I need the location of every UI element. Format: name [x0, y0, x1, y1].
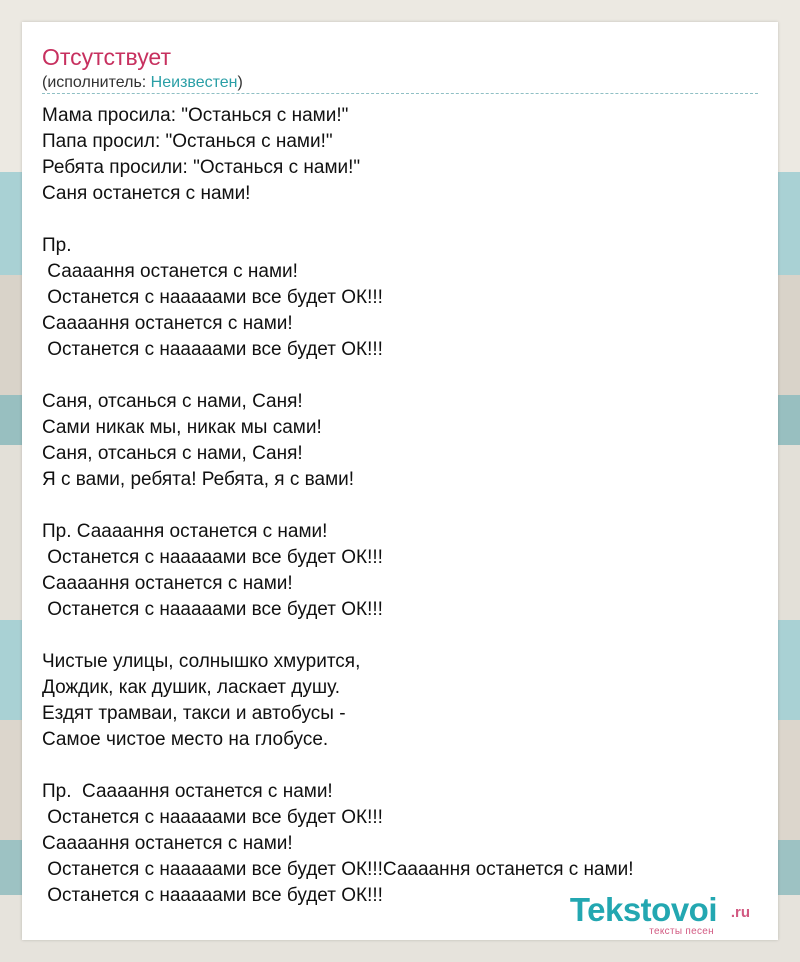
lyrics-text: Мама просила: "Останься с нами!" Папа просил: "Останься с нами!" Ребята просили: "Останься с нами!" Саня останется с нами! Пр. Саааання останется с нами! Останется с нааааами все будет ОК!!! Саааання останется с нами! Останется с нааааами все будет ОК!!! Саня, отсанься с нами, Саня! Сами никак мы, никак мы сами! Саня, отсанься с нами, Саня! Я с вами, ребята! Ребята, я с вами! Пр. Саааання останется с нами! Останется с нааааами все будет ОК!!! Саааання останется с нами! Останется с нааааами все будет ОК!!! Чистые улицы, солнышко хмурится, Дождик, как душик, ласкает душу. Ездят трамваи, такси и автобусы - Самое чистое место на глобусе. Пр. Саааання останется с нами! Останется с нааааами все будет ОК!!! Саааання останется с нами! Останется с нааааами все будет ОК!!!Саааання останется с нами! Останется с нааааами все будет ОК!!! [42, 105, 634, 906]
artist-line [42, 73, 243, 93]
logo-domain: .ru [730, 904, 750, 921]
artist-link[interactable]: Неизвестен [150, 74, 238, 91]
logo-tagline: тексты песен [649, 926, 714, 937]
site-logo[interactable] [530, 892, 750, 938]
song-title: Отсутствует [42, 44, 171, 70]
artist-prefix: (исполнитель: [42, 74, 151, 91]
lyrics-card [22, 22, 778, 940]
header-divider [42, 93, 758, 94]
artist-suffix: ) [237, 74, 243, 91]
logo-wordmark: Tekstovoi [569, 891, 717, 928]
